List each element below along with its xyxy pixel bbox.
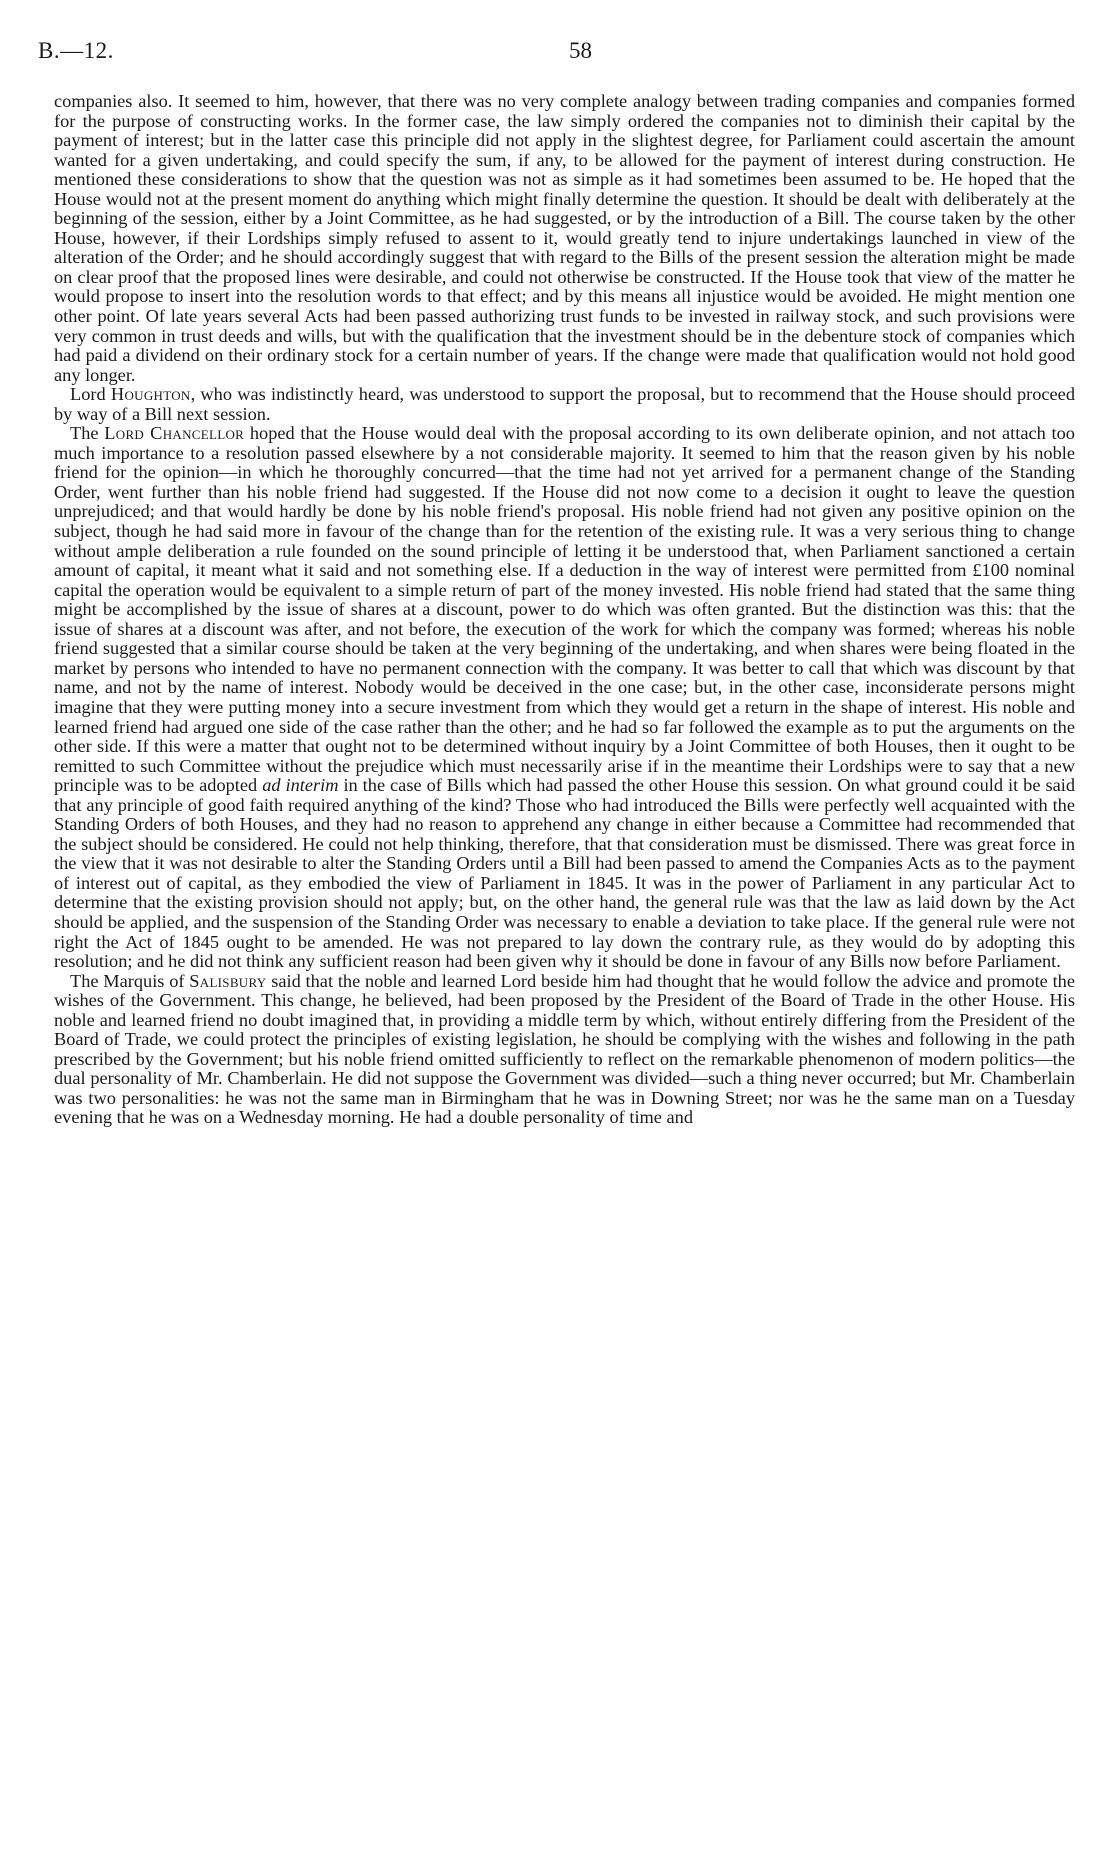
paragraph-continuation [54, 92, 1075, 385]
speaker-name: Houghton [110, 384, 191, 405]
speaker-lead: The Marquis of [70, 970, 190, 991]
paragraph-text: hoped that the House would deal with the proposal according to its own deliberate opinion, and not attach too much importance to a resolution passed elsewhere by a not considerable majority. It seemed to him that the reason given by his noble friend for the opinion—in which he thoroughly concurred—that the time had not yet arrived for a permanent change of the Standing Order, went further than his noble friend had suggested. If the House did not now come to a decision it ought to leave the question unprejudiced; and that would hardly be done by his noble friend's proposal. His noble friend had not given any positive opinion on the subject, though he had said more in favour of the change than for the retention of the existing rule. It was a very serious thing to change without ample deliberation a rule founded on the sound principle of letting it be understood that, when Parliament sanctioned a certain amount of capital, it meant what it said and not something else. If a deduction in the way of interest were permitted from £100 nominal capital the operation would be equivalent to a simple return of part of the money invested. His noble friend had stated that the same thing might be accomplished by the issue of shares at a discount, power to do which was often granted. But the distinction was this: that the issue of shares at a discount was after, and not before, the execution of the work for which the company was formed; whereas his noble friend suggested that a similar course should be taken at the very beginning of the undertaking, and when shares were being floated in the market by persons who intended to have no permanent connection with the company. It was better to call that which was discount by that name, and not by the name of interest. Nobody would be deceived in the one case; but, in the other case, inconsiderate persons might imagine that they were putting money into a secure investment from which they would get a return in the shape of interest. His noble and learned friend had argued one side of the case rather than the other; and he had so far followed the example as to put the arguments on the other side. If this were a matter that ought not to be determined without inquiry by a Joint Committee of both Houses, then it ought to be remitted to such Committee without the prejudice which must necessarily arise if in the meantime their Lordships were to say that a new principle was to be adopted [54, 423, 1075, 796]
speaker-name: Salisbury [189, 970, 267, 991]
paragraph-text: companies also. It seemed to him, however, that there was no very complete analogy between trading companies and companies formed for the purpose of constructing works. In the former case, the law simply ordered the companies not to diminish their capital by the payment of interest; but in the latter case this principle did not apply in the slightest degree, for Parliament could ascertain the amount wanted for a given undertaking, and could specify the sum, if any, to be allowed for the payment of interest during construction. He mentioned these considerations to show that the question was not as simple as it had sometimes been assumed to be. He hoped that the House would not at the present moment do anything which might finally determine the question. It should be dealt with deliberately at the beginning of the session, either by a Joint Committee, as he had suggested, or by the introduction of a Bill. The course taken by the other House, however, if their Lordships simply refused to assent to it, would greatly tend to injure undertakings launched in view of the alteration of the Order; and he should accordingly suggest that with regard to the Bills of the present session the alteration might be made on clear proof that the proposed lines were desirable, and could not otherwise be constructed. If the House took that view of the matter he would propose to insert into the resolution words to that effect; and by this means all injustice would be avoided. He might mention one other point. Of late years several Acts had been passed authorizing trust funds to be invested in railway stock, and such provisions were very common in trust deeds and wills, but with the qualification that the investment should be in the debenture stock of companies which had paid a dividend on their ordinary stock for a certain number of years. If the change were made that qualification would not hold good any longer. [54, 91, 1075, 385]
paragraph-lord-chancellor [54, 424, 1075, 971]
speaker-name: Lord Chancellor [104, 423, 245, 444]
paragraph-text-continued: in the case of Bills which had passed the other House this session. On what ground could it be said that any principle of good faith required anything of the kind? Those who had introduced the Bills were perfectly well acquainted with the Standing Orders of both Houses, and they had no reason to apprehend any change in either because a Committee had recommended that the subject should be considered. He could not help thinking, therefore, that that consideration must be dismissed. There was great force in the view that it was not desirable to alter the Standing Orders until a Bill had been passed to amend the Companies Acts as to the payment of interest out of capital, as they embodied the view of Parliament in 1845. It was in the power of Parliament in any particular Act to determine that the existing provision should not apply; but, on the other hand, the general rule was that the law as laid down by the Act should be applied, and the suspension of the Standing Order was necessary to enable a deviation to take place. If the general rule were not right the Act of 1845 ought to be amended. He was not prepared to lay down the contrary rule, as they would do by adopting this resolution; and he did not think any sufficient reason had been given why it should be done in favour of any Bills now before Parliament. [54, 775, 1075, 972]
body-text [54, 92, 1075, 1128]
speaker-lead: Lord [70, 384, 111, 405]
page-header [38, 38, 1070, 68]
document-reference: B.—12. [38, 38, 114, 63]
paragraph-text: , who was indistinctly heard, was understood to support the proposal, but to recommend that the House should proceed by way of a Bill next session. [54, 384, 1075, 424]
paragraph-salisbury [54, 972, 1075, 1128]
page-number: 58 [569, 38, 592, 63]
speaker-lead: The [70, 423, 105, 444]
italic-phrase: ad interim [262, 775, 339, 796]
paragraph-houghton [54, 385, 1075, 424]
paragraph-text: said that the noble and learned Lord beside him had thought that he would follow the advice and promote the wishes of the Government. This change, he believed, had been proposed by the President of the Board of Trade in the other House. His noble and learned friend no doubt imagined that, in providing a middle term by which, without entirely differing from the President of the Board of Trade, we could protect the principles of existing legislation, he should be complying with the wishes and following in the path prescribed by the Government; but his noble friend omitted sufficiently to reflect on the remarkable phenomenon of modern politics—the dual personality of Mr. Chamberlain. He did not suppose the Government was divided—such a thing never occurred; but Mr. Chamberlain was two personalities: he was not the same man in Birmingham that he was in Downing Street; nor was he the same man on a Tuesday evening that he was on a Wednesday morning. He had a double personality of time and [54, 970, 1075, 1128]
